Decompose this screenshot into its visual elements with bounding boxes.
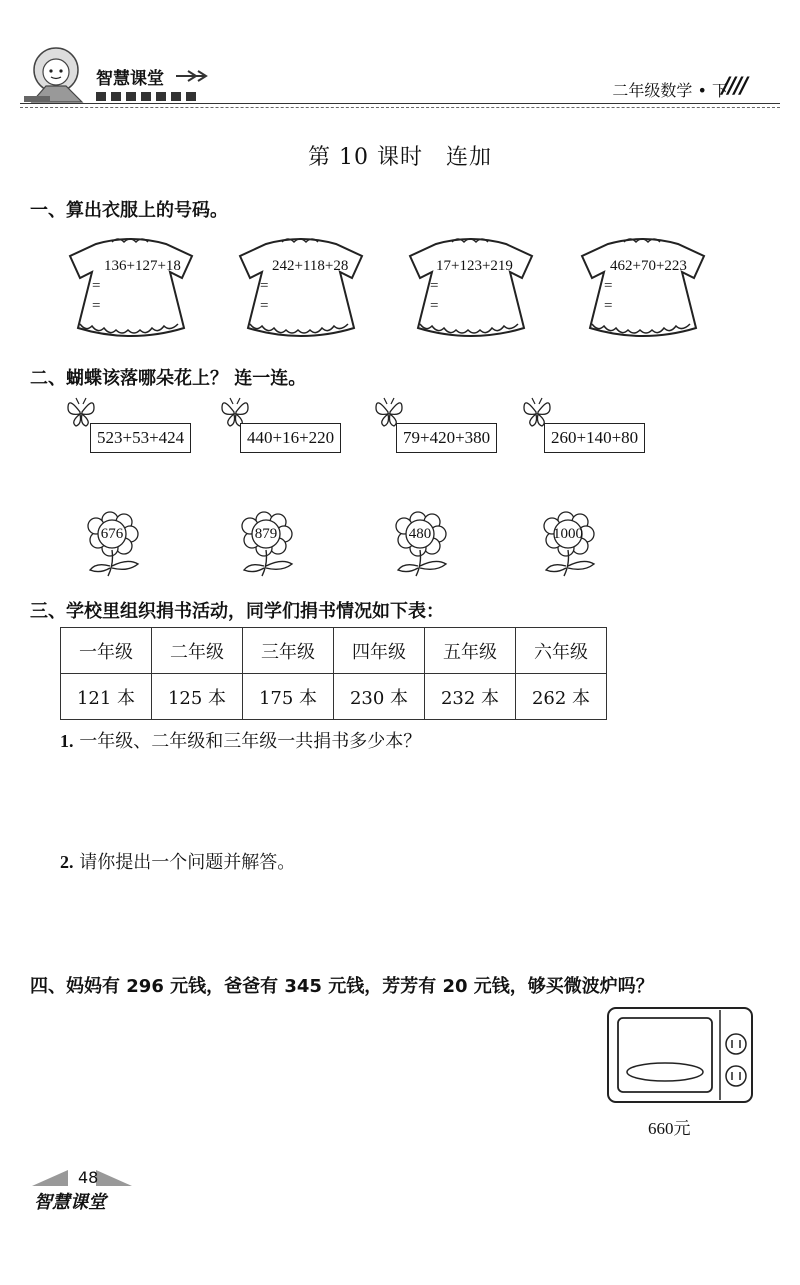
shirt-3 xyxy=(406,236,536,345)
section-4-title: 四、妈妈有 296 元钱，爸爸有 345 元钱，芳芳有 20 元钱，够买微波炉吗？ xyxy=(30,976,654,997)
lesson-title: 第 10 课时 连加 xyxy=(308,145,492,170)
butterfly-expression[interactable]: 260+140+80 xyxy=(544,423,645,453)
shirt-equals-2: = xyxy=(430,298,439,314)
section-2-title: 二、蝴蝶该落哪朵花上？ 连一连。 xyxy=(30,368,307,389)
shirt-2 xyxy=(236,236,366,345)
butterfly-expression[interactable]: 79+420+380 xyxy=(396,423,497,453)
table-header-cell: 三年级 xyxy=(243,628,334,674)
header-slash-decoration: //// xyxy=(722,74,747,99)
footer-logo-text: 智慧课堂 xyxy=(34,1192,106,1213)
shirt-expression: 462+70+223 xyxy=(610,258,687,274)
shirt-equals-1: = xyxy=(260,278,269,294)
flower-1[interactable] xyxy=(84,510,154,580)
shirt-expression: 136+127+18 xyxy=(104,258,181,274)
arrow-icon xyxy=(176,70,210,82)
header-divider-dashed xyxy=(20,107,780,108)
question-2-text: 请你提出一个问题并解答。 xyxy=(79,852,296,873)
table-header-row xyxy=(61,628,607,674)
header-divider xyxy=(20,103,780,104)
header-subject: 二年级数学 • 下 xyxy=(612,81,728,100)
shirt-equals-2: = xyxy=(260,298,269,314)
table-cell: 175 本 xyxy=(243,674,334,720)
header-logo-text: 智慧课堂 xyxy=(96,69,164,89)
flower-number: 1000 xyxy=(553,526,583,542)
microwave-price: 660元 xyxy=(648,1119,691,1138)
table-cell: 262 本 xyxy=(516,674,607,720)
flower-2[interactable] xyxy=(238,510,308,580)
question-1-text: 一年级、二年级和三年级一共捐书多少本？ xyxy=(79,731,422,752)
shirt-1 xyxy=(66,236,196,345)
flower-number: 676 xyxy=(100,526,124,542)
flower-3[interactable] xyxy=(392,510,462,580)
question-1 xyxy=(60,727,421,753)
shirt-equals-2: = xyxy=(604,298,613,314)
book-donation-table xyxy=(60,627,607,720)
shirt-equals-1: = xyxy=(430,278,439,294)
shirt-equals-1: = xyxy=(92,278,101,294)
header-girl-logo xyxy=(22,44,94,106)
flower-number: 879 xyxy=(254,526,278,542)
shirt-expression: 17+123+219 xyxy=(436,258,513,274)
butterfly-expression[interactable]: 523+53+424 xyxy=(90,423,191,453)
header-dash-decoration xyxy=(96,92,206,101)
table-header-cell: 六年级 xyxy=(516,628,607,674)
table-header-cell: 四年级 xyxy=(334,628,425,674)
question-2-number: 2. xyxy=(60,852,74,872)
shirt-equals-1: = xyxy=(604,278,613,294)
page-number: 48 xyxy=(78,1168,99,1187)
table-row xyxy=(61,674,607,720)
question-2 xyxy=(60,848,295,874)
shirt-4 xyxy=(578,236,708,345)
question-1-number: 1. xyxy=(60,731,74,751)
section-1-title: 一、算出衣服上的号码。 xyxy=(30,200,228,221)
table-header-cell: 一年级 xyxy=(61,628,152,674)
shirt-equals-2: = xyxy=(92,298,101,314)
section-3-title: 三、学校里组织捐书活动，同学们捐书情况如下表： xyxy=(30,601,444,622)
table-header-cell: 五年级 xyxy=(425,628,516,674)
flower-4[interactable] xyxy=(540,510,610,580)
microwave-icon xyxy=(606,1006,754,1104)
table-cell: 230 本 xyxy=(334,674,425,720)
butterfly-expression[interactable]: 440+16+220 xyxy=(240,423,341,453)
shirt-expression: 242+118+28 xyxy=(272,258,349,274)
table-cell: 121 本 xyxy=(61,674,152,720)
table-cell: 232 本 xyxy=(425,674,516,720)
table-cell: 125 本 xyxy=(152,674,243,720)
table-header-cell: 二年级 xyxy=(152,628,243,674)
flower-number: 480 xyxy=(408,526,432,542)
